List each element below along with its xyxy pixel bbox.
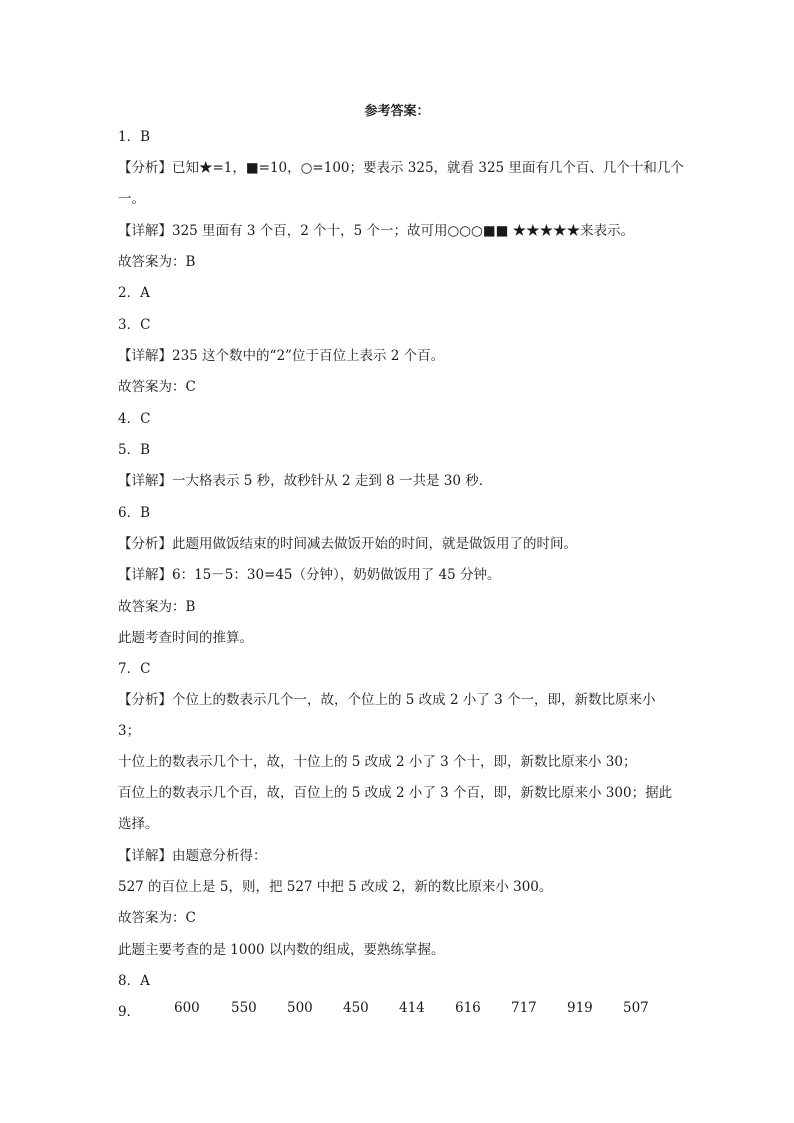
answer-line: 故答案为：C — [118, 910, 196, 926]
answer-value: 450 — [343, 1000, 369, 1016]
answer-value: 717 — [511, 1000, 537, 1016]
answer-line: 【详解】由题意分析得： — [118, 848, 267, 864]
answer-line: 一。 — [118, 191, 145, 207]
answer-line: 【详解】235 这个数中的“2”位于百位上表示 2 个百。 — [118, 348, 445, 364]
answer-line: 3； — [118, 723, 141, 739]
answer-line: 【详解】6：15－5：30=45（分钟），奶奶做饭用了 45 分钟。 — [118, 567, 501, 583]
answer-value: 507 — [623, 1000, 649, 1016]
answer-line: 此题考查时间的推算。 — [118, 630, 253, 646]
answer-line: 【分析】此题用做饭结束的时间减去做饭开始的时间，就是做饭用了的时间。 — [118, 536, 577, 552]
question-9-label: 9． — [118, 1004, 141, 1020]
answer-line: 2．A — [118, 285, 150, 301]
answer-line: 选择。 — [118, 816, 159, 832]
answer-line: 故答案为：C — [118, 379, 196, 395]
answer-line: 十位上的数表示几个十，故，十位上的 5 改成 2 小了 3 个十，即，新数比原来小 30； — [118, 754, 637, 770]
answer-line: 【详解】一大格表示 5 秒，故秒针从 2 走到 8 一共是 30 秒． — [118, 473, 493, 489]
answer-line: 【详解】325 里面有 3 个百，2 个十，5 个一；故可用○○○■■ ★★★★★来表示。 — [118, 223, 635, 239]
answer-value: 550 — [231, 1000, 257, 1016]
answer-value: 919 — [567, 1000, 593, 1016]
page-title: 参考答案： — [364, 104, 430, 119]
answer-value: 414 — [399, 1000, 425, 1016]
answer-line: 527 的百位上是 5，则，把 527 中把 5 改成 2，新的数比原来小 300。 — [118, 879, 553, 895]
answer-line: 【分析】个位上的数表示几个一，故，个位上的 5 改成 2 小了 3 个一，即，新数比原来小 — [118, 692, 656, 708]
answer-line: 【分析】已知★=1，■=10，○=100；要表示 325，就看 325 里面有几个百、几个十和几个 — [118, 160, 684, 176]
answer-line: 7．C — [118, 661, 151, 677]
answer-line: 百位上的数表示几个百，故，百位上的 5 改成 2 小了 3 个百，即，新数比原来小 300；据此 — [118, 785, 673, 801]
answer-line: 5．B — [118, 442, 151, 458]
answer-line: 此题主要考查的是 1000 以内数的组成，要熟练掌握。 — [118, 942, 445, 958]
answer-line: 1．B — [118, 129, 151, 145]
answer-value: 616 — [455, 1000, 481, 1016]
answer-line: 3．C — [118, 317, 151, 333]
answer-value: 500 — [287, 1000, 313, 1016]
answer-line: 故答案为：B — [118, 254, 196, 270]
answer-line: 8．A — [118, 973, 150, 989]
answer-line: 故答案为：B — [118, 599, 196, 615]
answer-line: 6．B — [118, 505, 151, 521]
answer-value: 600 — [174, 1000, 200, 1016]
answer-line: 4．C — [118, 411, 151, 427]
